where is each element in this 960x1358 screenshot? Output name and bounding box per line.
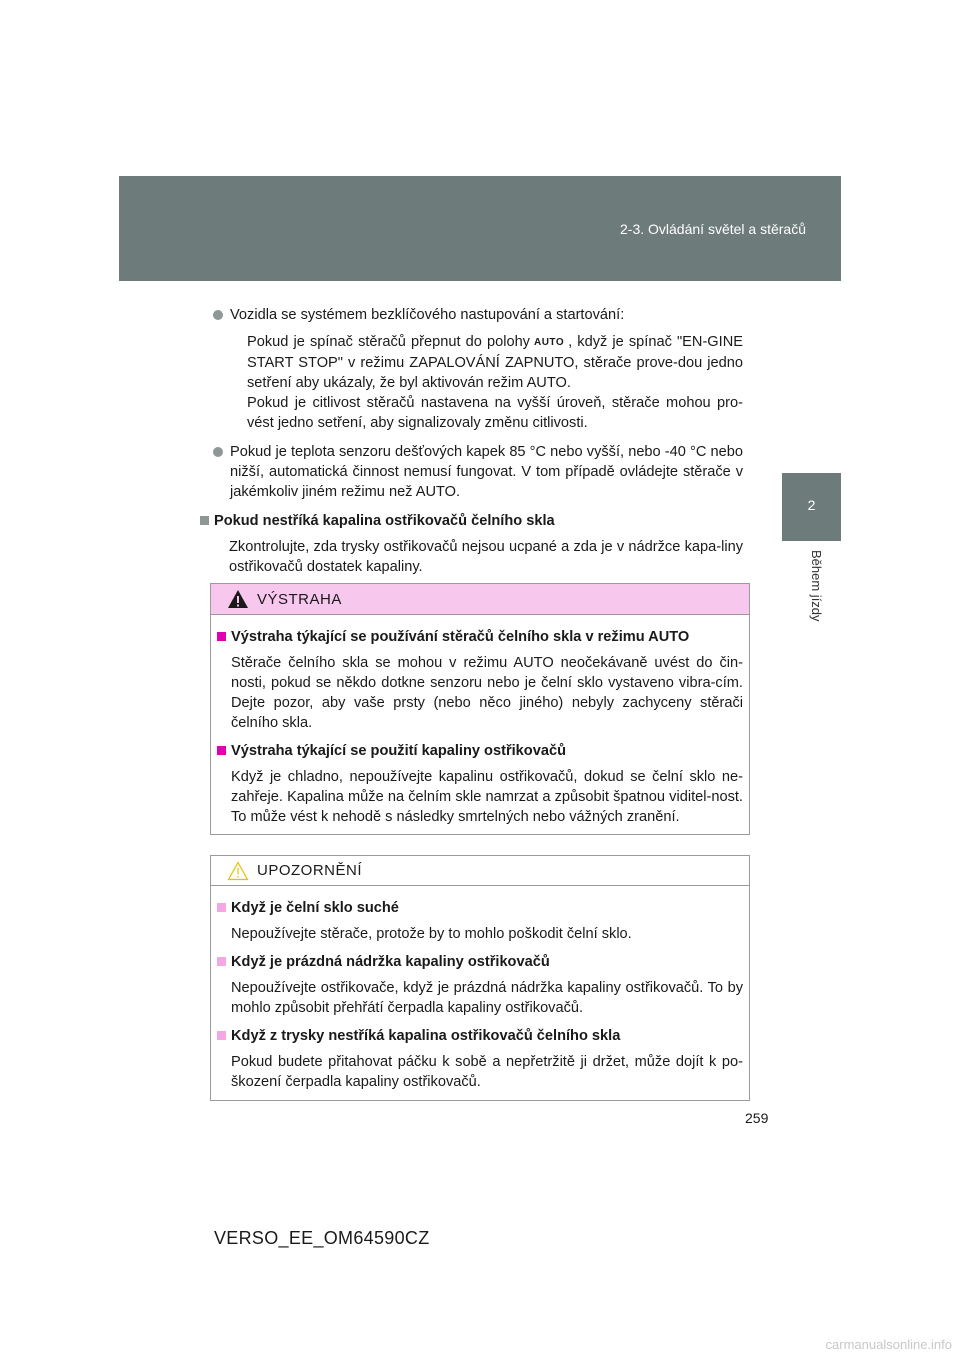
warning-paragraph: Když je chladno, nepoužívejte kapalinu ostřikovačů, dokud se čelní sklo ne-zahřeje. Kapalina může na čelním skle namrzat a způsobit špatnou viditel-nost. To může vést k nehodě s následky smrtelných nebo vážných zranění. bbox=[231, 769, 743, 825]
bullet-text: Pokud je teplota senzoru dešťových kapek 85 °C nebo vyšší, nebo -40 °C nebo nižší, automatická činnost nemusí fungovat. V tom případě ovládejte stěrače v jakémkoliv jiném režimu než AUTO. bbox=[230, 444, 743, 500]
square-bullet-icon bbox=[200, 516, 209, 525]
caution-paragraph: Nepoužívejte ostřikovače, když je prázdná nádržka kapaliny ostřikovačů. To by mohlo způsobit přehřátí čerpadla kapaliny ostřikovačů. bbox=[231, 980, 743, 1016]
warning-heading: Výstraha týkající se použití kapaliny ostřikovačů bbox=[217, 741, 743, 761]
bullet-title: Vozidla se systémem bezklíčového nastupování a startování: bbox=[230, 307, 625, 323]
section-title: 2-3. Ovládání světel a stěračů bbox=[620, 221, 806, 237]
bullet-icon bbox=[213, 447, 223, 457]
caution-paragraph: Nepoužívejte stěrače, protože by to mohlo poškodit čelní sklo. bbox=[231, 926, 632, 942]
caution-paragraph: Pokud budete přitahovat páčku k sobě a nepřetržitě ji držet, může dojít k po-škození čerpadla kapaliny ostřikovačů. bbox=[231, 1054, 743, 1090]
chapter-label: Během jízdy bbox=[809, 550, 824, 622]
warning-box bbox=[210, 583, 750, 835]
header-band bbox=[119, 176, 841, 281]
square-bullet-icon bbox=[217, 1031, 226, 1040]
square-bullet-icon bbox=[217, 746, 226, 755]
chapter-number: 2 bbox=[807, 497, 816, 513]
square-bullet-icon bbox=[217, 957, 226, 966]
warning-header bbox=[211, 584, 749, 615]
watermark: carmanualsonline.info bbox=[825, 1337, 952, 1352]
bullet-icon bbox=[213, 310, 223, 320]
caution-box bbox=[210, 855, 750, 1101]
caution-triangle-icon bbox=[227, 861, 249, 881]
bullet-paragraph: Pokud je citlivost stěračů nastavena na vyšší úroveň, stěrače mohou pro-vést jedno setření, aby signalizovaly změnu citlivosti. bbox=[247, 395, 743, 431]
page-number: 259 bbox=[745, 1110, 769, 1126]
section-paragraph: Zkontrolujte, zda trysky ostřikovačů nejsou ucpané a zda je v nádržce kapa-liny ostřikovačů dostatek kapaliny. bbox=[229, 539, 743, 575]
caution-heading: Když je prázdná nádržka kapaliny ostřikovačů bbox=[217, 952, 743, 972]
bullet-paragraph: Pokud je spínač stěračů přepnut do polohy AUTO , když je spínač "EN-GINE START STOP" v režimu ZAPALOVÁNÍ ZAPNUTO, stěrače prove-dou jedno setření aby ukázaly, že byl aktivován režim AUTO. bbox=[247, 334, 743, 391]
square-bullet-icon bbox=[217, 903, 226, 912]
document-code: VERSO_EE_OM64590CZ bbox=[214, 1228, 430, 1248]
square-bullet-icon bbox=[217, 632, 226, 641]
caution-body bbox=[211, 886, 749, 1092]
caution-heading: Když z trysky nestříká kapalina ostřikovačů čelního skla bbox=[217, 1026, 743, 1046]
main-content bbox=[213, 305, 743, 577]
warning-heading: Výstraha týkající se používání stěračů čelního skla v režimu AUTO bbox=[217, 627, 743, 647]
caution-label: UPOZORNĚNÍ bbox=[257, 862, 363, 879]
bullet-item bbox=[213, 305, 743, 325]
warning-label: VÝSTRAHA bbox=[257, 591, 342, 608]
chapter-tab bbox=[782, 473, 841, 541]
auto-mode-symbol: AUTO bbox=[533, 337, 565, 348]
warning-triangle-icon bbox=[227, 589, 249, 609]
bullet-item bbox=[213, 442, 743, 502]
caution-header bbox=[211, 856, 749, 886]
warning-paragraph: Stěrače čelního skla se mohou v režimu AUTO neočekávaně uvést do čin-nosti, pokud se někdo dotkne senzoru nebo je čelní sklo vystaveno vibra-cím. Dejte pozor, aby vaše prsty (nebo něco jiného) nebyly zachyceny stěrači čelního skla. bbox=[231, 655, 743, 731]
caution-heading: Když je čelní sklo suché bbox=[217, 898, 743, 918]
warning-body bbox=[211, 615, 749, 827]
section-heading: Pokud nestříká kapalina ostřikovačů čelního skla bbox=[200, 511, 743, 531]
